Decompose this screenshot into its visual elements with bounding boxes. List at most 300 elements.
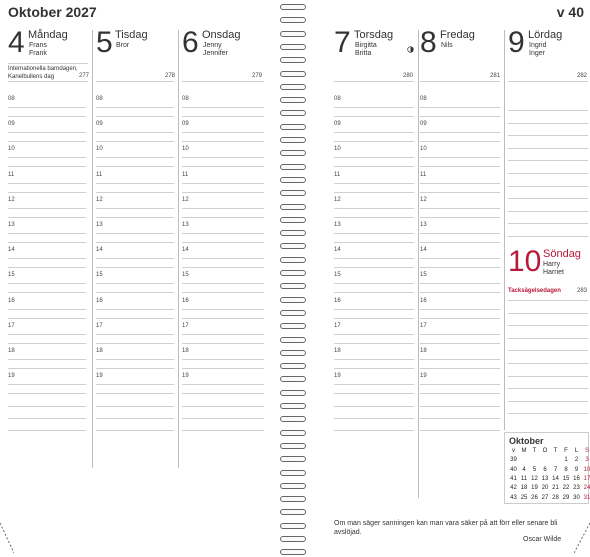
- ruled-line: [8, 393, 86, 394]
- ruled-line: [334, 359, 414, 360]
- ruled-line: [8, 166, 86, 167]
- hour-label: 12: [334, 196, 341, 203]
- name-day-1: Frans: [29, 42, 47, 49]
- ruled-line: [182, 132, 264, 133]
- ruled-line: [182, 242, 264, 243]
- name-day-1: Bror: [116, 42, 130, 49]
- ruled-line: [8, 384, 86, 385]
- spiral-coil: [280, 337, 306, 343]
- ruled-line: [8, 141, 86, 142]
- ruled-line: [420, 368, 500, 369]
- spiral-coil: [280, 403, 306, 409]
- name-day-1: Ingrid: [529, 42, 547, 49]
- hour-label: 15: [420, 272, 427, 279]
- ruled-line: [420, 233, 500, 234]
- day-name: Lördag: [528, 29, 563, 41]
- mini-calendar-week: 39: [510, 457, 517, 464]
- column-divider: [418, 30, 419, 498]
- day-number: 8: [420, 26, 437, 59]
- ruled-line: [508, 110, 588, 111]
- mini-calendar-week: 42: [510, 485, 517, 492]
- mini-calendar-week: 40: [510, 466, 517, 473]
- ruled-line: [96, 292, 174, 293]
- ruled-line: [8, 81, 88, 82]
- day-number: 10: [508, 245, 542, 278]
- ruled-line: [8, 283, 86, 284]
- hour-label: 08: [182, 96, 189, 102]
- spiral-coil: [280, 443, 306, 449]
- day-number: 7: [334, 26, 351, 59]
- mini-calendar-day: 21: [552, 485, 559, 492]
- mini-calendar-day: 23: [573, 485, 580, 492]
- hour-label: 14: [334, 247, 341, 254]
- ruled-line: [96, 166, 174, 167]
- ruled-line: [182, 430, 264, 431]
- ruled-line: [96, 242, 174, 243]
- ruled-line: [508, 313, 588, 314]
- ruled-line: [8, 430, 86, 431]
- ruled-line: [182, 116, 264, 117]
- ruled-line: [8, 292, 86, 293]
- spiral-coil: [280, 31, 306, 37]
- hour-label: 18: [420, 348, 427, 354]
- spiral-coil: [280, 363, 306, 369]
- mini-calendar-day: 6: [543, 466, 547, 473]
- mini-calendar-day: 7: [553, 466, 558, 473]
- mini-calendar-day: 27: [541, 494, 549, 501]
- hour-label: 16: [96, 297, 103, 304]
- ruled-line: [96, 116, 174, 117]
- hour-label: 08: [96, 96, 103, 102]
- ruled-line: [96, 141, 174, 142]
- spiral-coil: [280, 257, 306, 263]
- spiral-coil: [280, 376, 306, 382]
- ruled-line: [420, 406, 500, 407]
- ruled-line: [8, 258, 86, 259]
- ruled-line: [508, 350, 588, 351]
- corner-mark: [574, 523, 590, 553]
- spiral-coil: [280, 97, 306, 103]
- spiral-coil: [280, 496, 306, 502]
- mini-calendar-day: 9: [574, 466, 579, 473]
- ruled-line: [508, 123, 588, 124]
- mini-calendar-day: 19: [531, 485, 538, 492]
- hour-label: 10: [96, 146, 103, 153]
- ruled-line: [8, 318, 86, 319]
- hour-label: 13: [96, 222, 103, 228]
- ruled-line: [420, 343, 500, 344]
- name-day-1: Nils: [441, 42, 453, 49]
- spiral-coil: [280, 350, 306, 356]
- ruled-line: [420, 217, 500, 218]
- spiral-coil: [280, 44, 306, 50]
- hour-label: 14: [96, 247, 103, 254]
- mini-calendar-day: 16: [573, 475, 580, 482]
- quote-text: Om man säger sanningen kan man vara säker på att förr eller senare bli avslöjad.: [334, 520, 558, 536]
- ruled-line: [334, 132, 414, 133]
- ruled-line: [334, 217, 414, 218]
- month-title: Oktober 2027: [8, 4, 97, 20]
- mini-calendar-day: 13: [541, 475, 549, 482]
- ruled-line: [334, 418, 414, 419]
- spiral-coil: [280, 430, 306, 436]
- spiral-coil: [280, 323, 306, 329]
- day-of-year: 280: [403, 73, 414, 79]
- hour-label: 12: [420, 196, 427, 203]
- ruled-line: [420, 418, 500, 419]
- monday-note-2: Kanelbullens dag: [8, 74, 55, 80]
- mini-calendar-day: 24: [583, 485, 590, 492]
- ruled-line: [508, 198, 588, 199]
- ruled-line: [508, 325, 588, 326]
- spiral-coil: [280, 483, 306, 489]
- ruled-line: [182, 233, 264, 234]
- mini-calendar-day: 31: [583, 494, 590, 501]
- mini-calendar-day: 18: [520, 485, 528, 492]
- hour-label: 14: [182, 247, 189, 254]
- hour-label: 17: [334, 322, 341, 329]
- name-day-1: Jenny: [203, 42, 222, 49]
- ruled-line: [182, 343, 264, 344]
- name-day-2: Inger: [529, 50, 545, 57]
- hour-label: 16: [334, 297, 341, 304]
- mini-calendar-header: L: [574, 448, 579, 454]
- mini-calendar-day: 22: [562, 485, 570, 492]
- spiral-coil: [280, 270, 306, 276]
- ruled-line: [420, 166, 500, 167]
- day-name: Tisdag: [115, 29, 148, 41]
- hour-label: 17: [8, 322, 15, 329]
- name-day-2: Frank: [29, 50, 47, 57]
- hour-label: 17: [182, 322, 189, 329]
- monday-note-1: Internationella barndagen,: [8, 66, 78, 72]
- hour-label: 08: [420, 96, 427, 102]
- mini-calendar-day: 3: [585, 457, 589, 464]
- mini-calendar-title: Oktober: [509, 436, 544, 446]
- ruled-line: [420, 141, 500, 142]
- hour-label: 19: [420, 373, 427, 380]
- ruled-line: [182, 258, 264, 259]
- spiral-binding: [280, 0, 306, 557]
- ruled-line: [182, 292, 264, 293]
- ruled-line: [508, 186, 588, 187]
- day-number: 9: [508, 26, 525, 59]
- spiral-coil: [280, 204, 306, 210]
- ruled-line: [508, 148, 588, 149]
- mini-calendar-day: 5: [532, 466, 537, 473]
- spiral-coil: [280, 71, 306, 77]
- mini-calendar-day: 29: [562, 494, 570, 501]
- hour-label: 16: [420, 297, 427, 304]
- mini-calendar-day: 2: [574, 457, 579, 464]
- ruled-line: [508, 401, 588, 402]
- spiral-coil: [280, 549, 306, 555]
- ruled-line: [334, 157, 414, 158]
- ruled-line: [182, 334, 264, 335]
- spiral-coil: [280, 110, 306, 116]
- spiral-coil: [280, 536, 306, 542]
- ruled-line: [334, 107, 414, 108]
- ruled-line: [96, 384, 174, 385]
- ruled-line: [182, 107, 264, 108]
- ruled-line: [420, 116, 500, 117]
- mini-calendar-day: 28: [552, 494, 559, 501]
- ruled-line: [334, 368, 414, 369]
- ruled-line: [508, 81, 588, 82]
- hour-label: 11: [420, 171, 427, 178]
- hour-label: 15: [182, 272, 189, 279]
- ruled-line: [8, 132, 86, 133]
- hour-label: 10: [420, 146, 427, 153]
- ruled-line: [96, 334, 174, 335]
- ruled-line: [420, 384, 500, 385]
- column-divider: [504, 30, 505, 430]
- ruled-line: [182, 141, 264, 142]
- mini-calendar-day: 12: [531, 475, 538, 482]
- hour-label: 19: [182, 373, 189, 380]
- spiral-coil: [280, 84, 306, 90]
- hour-label: 15: [334, 272, 341, 279]
- ruled-line: [334, 141, 414, 142]
- ruled-line: [420, 192, 500, 193]
- ruled-line: [334, 267, 414, 268]
- ruled-line: [182, 384, 264, 385]
- ruled-line: [96, 430, 174, 431]
- ruled-line: [182, 318, 264, 319]
- ruled-line: [96, 318, 174, 319]
- ruled-line: [420, 132, 500, 133]
- hour-label: 09: [420, 121, 427, 128]
- spiral-coil: [280, 416, 306, 422]
- hour-label: 11: [8, 171, 15, 178]
- ruled-line: [8, 192, 86, 193]
- ruled-line: [96, 107, 174, 108]
- ruled-line: [96, 406, 174, 407]
- ruled-line: [8, 242, 86, 243]
- ruled-line: [8, 309, 86, 310]
- hour-label: 18: [8, 348, 15, 354]
- ruled-line: [420, 318, 500, 319]
- ruled-line: [96, 343, 174, 344]
- ruled-line: [96, 217, 174, 218]
- ruled-line: [8, 107, 86, 108]
- day-of-year: 277: [79, 73, 90, 79]
- spiral-coil: [280, 243, 306, 249]
- hour-label: 13: [182, 222, 189, 228]
- ruled-line: [96, 393, 174, 394]
- hour-label: 17: [420, 322, 427, 329]
- hour-label: 13: [420, 222, 427, 228]
- day-number: 6: [182, 26, 199, 59]
- ruled-line: [420, 242, 500, 243]
- ruled-line: [8, 359, 86, 360]
- ruled-line: [508, 338, 588, 339]
- column-divider: [178, 30, 179, 468]
- hour-label: 13: [334, 222, 341, 228]
- spiral-coil: [280, 4, 306, 10]
- day-name: Fredag: [440, 29, 475, 41]
- ruled-line: [182, 309, 264, 310]
- ruled-line: [96, 81, 174, 82]
- ruled-line: [96, 157, 174, 158]
- mini-calendar: [504, 432, 589, 504]
- ruled-line: [508, 376, 588, 377]
- ruled-line: [8, 418, 86, 419]
- hour-label: 09: [334, 121, 341, 128]
- ruled-line: [334, 318, 414, 319]
- ruled-line: [420, 334, 500, 335]
- ruled-line: [8, 233, 86, 234]
- ruled-line: [8, 63, 88, 64]
- name-day-1: Harry: [543, 261, 561, 268]
- spiral-coil: [280, 57, 306, 63]
- ruled-line: [334, 292, 414, 293]
- ruled-line: [182, 192, 264, 193]
- day-name: Söndag: [543, 248, 581, 260]
- ruled-line: [420, 258, 500, 259]
- ruled-line: [334, 208, 414, 209]
- mini-calendar-day: 10: [583, 466, 590, 473]
- mini-calendar-day: 15: [562, 475, 570, 482]
- mini-calendar-day: 14: [552, 475, 559, 482]
- day-of-year: 282: [577, 73, 588, 79]
- day-number: 4: [8, 26, 25, 59]
- mini-calendar-day: 20: [541, 485, 549, 492]
- ruled-line: [334, 166, 414, 167]
- hour-label: 08: [8, 96, 15, 102]
- holiday-label: Tacksägelsedagen: [508, 288, 561, 294]
- hour-label: 12: [96, 196, 103, 203]
- day-name: Torsdag: [354, 29, 394, 41]
- hour-label: 09: [96, 121, 103, 128]
- mini-calendar-header: v: [512, 448, 515, 454]
- hour-label: 09: [182, 121, 189, 128]
- ruled-line: [334, 183, 414, 184]
- hour-label: 09: [8, 121, 15, 128]
- ruled-line: [334, 192, 414, 193]
- spiral-coil: [280, 124, 306, 130]
- ruled-line: [420, 292, 500, 293]
- ruled-line: [96, 368, 174, 369]
- ruled-line: [96, 283, 174, 284]
- hour-label: 11: [96, 171, 103, 178]
- day-of-year: 283: [577, 288, 588, 294]
- spiral-coil: [280, 150, 306, 156]
- ruled-line: [8, 208, 86, 209]
- ruled-line: [8, 406, 86, 407]
- half-moon-icon: [407, 46, 414, 53]
- hour-label: 10: [334, 146, 341, 153]
- hour-label: 19: [96, 373, 103, 380]
- ruled-line: [508, 388, 588, 389]
- mini-calendar-header: F: [564, 448, 568, 454]
- ruled-line: [508, 173, 588, 174]
- mini-calendar-day: 30: [573, 494, 580, 501]
- spiral-coil: [280, 509, 306, 515]
- mini-calendar-week: 41: [510, 475, 517, 482]
- mini-calendar-day: 25: [520, 494, 528, 501]
- spiral-coil: [280, 230, 306, 236]
- ruled-line: [8, 116, 86, 117]
- hour-label: 19: [334, 373, 341, 380]
- ruled-line: [8, 343, 86, 344]
- ruled-line: [334, 81, 414, 82]
- day-name: Måndag: [28, 29, 68, 41]
- mini-calendar-header: O: [542, 448, 548, 454]
- spiral-coil: [280, 390, 306, 396]
- ruled-line: [96, 258, 174, 259]
- quote-author: Oscar Wilde: [523, 536, 562, 543]
- ruled-line: [420, 183, 500, 184]
- ruled-line: [182, 359, 264, 360]
- day-of-year: 278: [165, 73, 176, 79]
- hour-label: 12: [182, 196, 189, 203]
- week-label: v 40: [556, 4, 584, 20]
- ruled-line: [334, 393, 414, 394]
- ruled-line: [182, 418, 264, 419]
- ruled-line: [420, 267, 500, 268]
- spiral-coil: [280, 17, 306, 23]
- ruled-line: [8, 267, 86, 268]
- ruled-line: [334, 116, 414, 117]
- ruled-line: [508, 413, 588, 414]
- ruled-line: [334, 258, 414, 259]
- hour-label: 18: [182, 348, 189, 354]
- ruled-line: [420, 81, 500, 82]
- ruled-line: [182, 267, 264, 268]
- ruled-line: [420, 107, 500, 108]
- ruled-line: [96, 418, 174, 419]
- ruled-line: [8, 157, 86, 158]
- corner-mark: [0, 523, 14, 553]
- spiral-coil: [280, 297, 306, 303]
- spiral-coil: [280, 177, 306, 183]
- mini-calendar-week: 43: [510, 494, 517, 501]
- hour-label: 18: [334, 348, 341, 354]
- ruled-line: [420, 309, 500, 310]
- ruled-line: [8, 217, 86, 218]
- hour-label: 13: [8, 222, 15, 228]
- ruled-line: [334, 242, 414, 243]
- ruled-line: [96, 309, 174, 310]
- hour-label: 16: [8, 297, 15, 304]
- ruled-line: [182, 81, 264, 82]
- ruled-line: [508, 223, 588, 224]
- ruled-line: [8, 334, 86, 335]
- ruled-line: [182, 166, 264, 167]
- ruled-line: [420, 208, 500, 209]
- mini-calendar-day: 11: [520, 475, 528, 482]
- spiral-coil: [280, 190, 306, 196]
- ruled-line: [96, 359, 174, 360]
- spiral-coil: [280, 310, 306, 316]
- ruled-line: [508, 211, 588, 212]
- hour-label: 11: [182, 171, 189, 178]
- ruled-line: [96, 183, 174, 184]
- ruled-line: [508, 135, 588, 136]
- name-day-2: Jennifer: [203, 50, 228, 57]
- ruled-line: [334, 430, 414, 431]
- spiral-coil: [280, 283, 306, 289]
- day-of-year: 281: [490, 73, 501, 79]
- ruled-line: [96, 233, 174, 234]
- ruled-line: [182, 368, 264, 369]
- mini-calendar-day: 26: [531, 494, 538, 501]
- ruled-line: [420, 393, 500, 394]
- mini-calendar-header: T: [553, 448, 558, 454]
- ruled-line: [334, 283, 414, 284]
- hour-label: 14: [8, 247, 15, 254]
